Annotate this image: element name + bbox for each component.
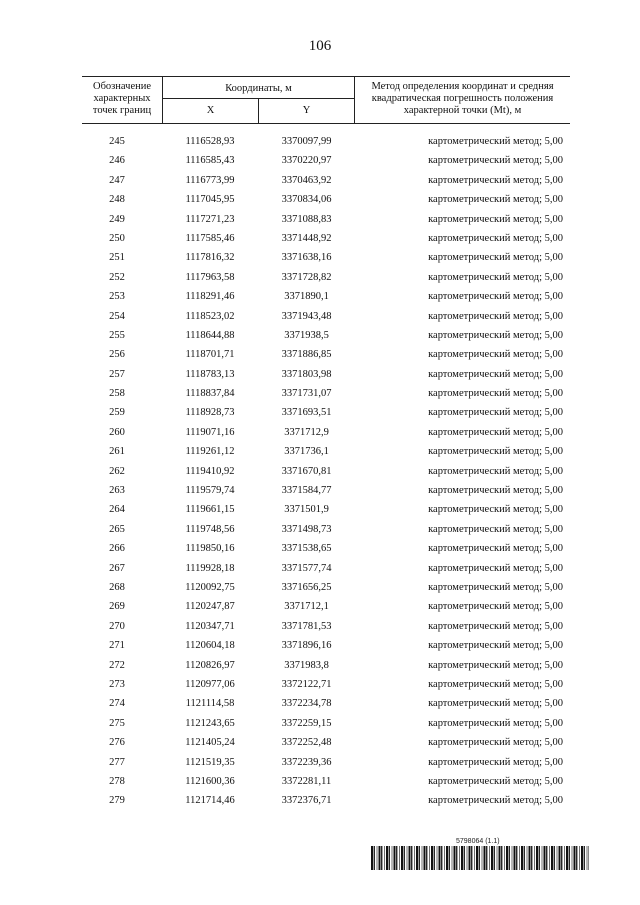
coord-y: 3372122,71 [281,678,332,690]
point-number: 278 [109,775,125,787]
table-row [82,678,570,697]
coord-x: 1119579,74 [185,485,235,497]
table-row [82,562,570,581]
method-text: картометрический метод; 5,00 [428,136,563,147]
method-text: картометрический метод; 5,00 [428,485,563,497]
coord-y: 3370097,99 [281,136,332,147]
method-text: картометрический метод; 5,00 [428,232,563,244]
point-number: 263 [109,485,125,497]
coord-x: 1121243,65 [185,717,235,729]
coord-y: 3371886,85 [281,349,332,361]
coord-x: 1121405,24 [185,737,235,749]
method-text: картометрический метод; 5,00 [428,213,563,225]
coord-x: 1119261,12 [185,446,235,458]
point-number: 252 [109,271,125,283]
method-text: картометрический метод; 5,00 [428,737,563,749]
point-number: 251 [109,252,125,264]
coord-y: 3372376,71 [281,795,332,807]
point-number: 264 [109,504,125,516]
method-text: картометрический метод; 5,00 [428,640,563,652]
coord-x: 1118523,02 [185,310,235,322]
table-row [82,794,570,813]
header-designation: Обозначение характерных точек границ [92,81,152,116]
table-row [82,387,570,406]
coord-x: 1119850,16 [185,543,235,555]
method-text: картометрический метод; 5,00 [428,659,563,671]
point-number: 267 [109,562,125,574]
header-x: X [162,99,258,123]
table-row [82,639,570,658]
header-y: Y [258,99,355,123]
table-row [82,465,570,484]
method-text: картометрический метод; 5,00 [428,446,563,458]
page-number: 106 [308,38,332,54]
table-row [82,368,570,387]
coord-x: 1119928,18 [185,562,235,574]
coord-y: 3371781,53 [281,620,332,632]
point-number: 273 [109,678,125,690]
coord-x: 1119071,16 [185,426,235,438]
point-number: 265 [109,523,125,535]
method-text: картометрический метод; 5,00 [428,407,563,419]
method-text: картометрический метод; 5,00 [428,155,563,167]
coord-x: 1117271,23 [185,213,235,225]
method-text: картометрический метод; 5,00 [428,465,563,477]
coord-x: 1117585,46 [185,232,235,244]
point-number: 276 [109,737,125,749]
coord-y: 3371943,48 [281,310,332,322]
point-number: 258 [109,388,125,400]
coord-y: 3370834,06 [281,194,332,206]
method-text: картометрический метод; 5,00 [428,620,563,632]
table-row [82,775,570,794]
method-text: картометрический метод; 5,00 [428,756,563,768]
point-number: 254 [109,310,125,322]
point-number: 271 [109,640,125,652]
coord-y: 3371501,9 [284,504,329,516]
coord-x: 1118837,84 [185,388,235,400]
method-text: картометрический метод; 5,00 [428,291,563,303]
coord-y: 3372234,78 [281,698,332,710]
method-text: картометрический метод; 5,00 [428,678,563,690]
point-number: 246 [109,155,125,167]
header-coordinates: Координаты, м [162,77,355,99]
method-text: картометрический метод; 5,00 [428,252,563,264]
table-row [82,213,570,232]
coord-x: 1120092,75 [185,581,235,593]
point-number: 270 [109,620,125,632]
coord-y: 3371498,73 [281,523,332,535]
point-number: 250 [109,232,125,244]
barcode-image [371,846,589,870]
point-number: 261 [109,446,125,458]
coord-x: 1121519,35 [185,756,235,768]
coord-y: 3372281,11 [281,775,332,787]
barcode-label: 5798064 (1.1) [456,838,500,845]
coord-y: 3371638,16 [281,252,332,264]
coord-y: 3371728,82 [281,271,332,283]
coord-x: 1118783,13 [185,368,235,380]
coord-y: 3371731,07 [281,388,332,400]
method-text: картометрический метод; 5,00 [428,368,563,380]
method-text: картометрический метод; 5,00 [428,717,563,729]
coord-x: 1117963,58 [185,271,235,283]
coord-y: 3372252,48 [281,737,332,749]
table-row [82,426,570,445]
coord-x: 1118701,71 [185,349,235,361]
table-row [82,581,570,600]
point-number: 249 [109,213,125,225]
coord-y: 3371983,8 [284,659,329,671]
coord-y: 3370463,92 [281,174,332,186]
coord-y: 3371088,83 [281,213,332,225]
coord-y: 3371712,1 [284,601,329,613]
header-method: Метод определения координат и средняя квадратическая погрешность положения характерной точки (Mt), м [371,81,554,116]
method-text: картометрический метод; 5,00 [428,523,563,535]
coord-y: 3371736,1 [284,446,329,458]
coord-y: 3371803,98 [281,368,332,380]
table-row [82,135,570,154]
table-row [82,445,570,464]
table-header [82,76,570,124]
method-text: картометрический метод; 5,00 [428,271,563,283]
table-row [82,310,570,329]
point-number: 247 [109,174,125,186]
point-number: 259 [109,407,125,419]
table-row [82,251,570,270]
method-text: картометрический метод; 5,00 [428,504,563,516]
point-number: 257 [109,368,125,380]
method-text: картометрический метод; 5,00 [428,795,563,807]
point-number: 272 [109,659,125,671]
coord-x: 1119410,92 [185,465,235,477]
table-row [82,406,570,425]
coord-y: 3372239,36 [281,756,332,768]
point-number: 260 [109,426,125,438]
coord-y: 3371584,77 [281,485,332,497]
point-number: 256 [109,349,125,361]
coord-x: 1120977,06 [185,678,235,690]
coord-y: 3370220,97 [281,155,332,167]
point-number: 268 [109,581,125,593]
point-number: 274 [109,698,125,710]
coord-y: 3372259,15 [281,717,332,729]
coord-y: 3371577,74 [281,562,332,574]
point-number: 248 [109,194,125,206]
table-row [82,271,570,290]
coord-x: 1120604,18 [185,640,235,652]
coord-y: 3371890,1 [284,291,329,303]
method-text: картометрический метод; 5,00 [428,349,563,361]
coord-x: 1117816,32 [185,252,235,264]
table-row [82,154,570,173]
point-number: 275 [109,717,125,729]
table-row [82,503,570,522]
point-number: 245 [109,136,125,147]
coord-x: 1118644,88 [185,329,235,341]
coord-x: 1118291,46 [185,291,235,303]
table-row [82,756,570,775]
table-row [82,174,570,193]
coord-y: 3371538,65 [281,543,332,555]
point-number: 253 [109,291,125,303]
coord-y: 3371938,5 [284,329,329,341]
method-text: картометрический метод; 5,00 [428,581,563,593]
table-row [82,290,570,309]
coord-x: 1120247,87 [185,601,235,613]
coord-y: 3371656,25 [281,581,332,593]
coord-y: 3371712,9 [284,426,329,438]
coord-x: 1116773,99 [185,174,235,186]
table-row [82,736,570,755]
point-number: 255 [109,329,125,341]
coord-x: 1120347,71 [185,620,235,632]
coord-y: 3371896,16 [281,640,332,652]
table-row [82,659,570,678]
method-text: картометрический метод; 5,00 [428,310,563,322]
table-row [82,193,570,212]
table-row [82,523,570,542]
coord-x: 1121600,36 [185,775,235,787]
coord-y: 3371670,81 [281,465,332,477]
coord-x: 1120826,97 [185,659,235,671]
coord-x: 1116528,93 [185,136,235,147]
point-number: 262 [109,465,125,477]
method-text: картометрический метод; 5,00 [428,174,563,186]
method-text: картометрический метод; 5,00 [428,698,563,710]
table-row [82,600,570,619]
coord-x: 1121114,58 [185,698,235,710]
table-row [82,717,570,736]
table-row [82,620,570,639]
method-text: картометрический метод; 5,00 [428,562,563,574]
method-text: картометрический метод; 5,00 [428,775,563,787]
method-text: картометрический метод; 5,00 [428,194,563,206]
table-row [82,484,570,503]
method-text: картометрический метод; 5,00 [428,329,563,341]
table-row [82,697,570,716]
point-number: 269 [109,601,125,613]
method-text: картометрический метод; 5,00 [428,543,563,555]
table-row [82,348,570,367]
table-body [82,135,570,814]
method-text: картометрический метод; 5,00 [428,388,563,400]
coord-y: 3371693,51 [281,407,332,419]
table-row [82,542,570,561]
table-row [82,232,570,251]
table-row [82,329,570,348]
point-number: 277 [109,756,125,768]
coord-x: 1119661,15 [185,504,235,516]
coord-x: 1117045,95 [185,194,235,206]
point-number: 279 [109,795,125,807]
point-number: 266 [109,543,125,555]
coord-x: 1116585,43 [185,155,235,167]
coord-x: 1121714,46 [185,795,235,807]
coord-y: 3371448,92 [281,232,332,244]
method-text: картометрический метод; 5,00 [428,426,563,438]
coord-x: 1118928,73 [185,407,235,419]
method-text: картометрический метод; 5,00 [428,601,563,613]
coord-x: 1119748,56 [185,523,235,535]
